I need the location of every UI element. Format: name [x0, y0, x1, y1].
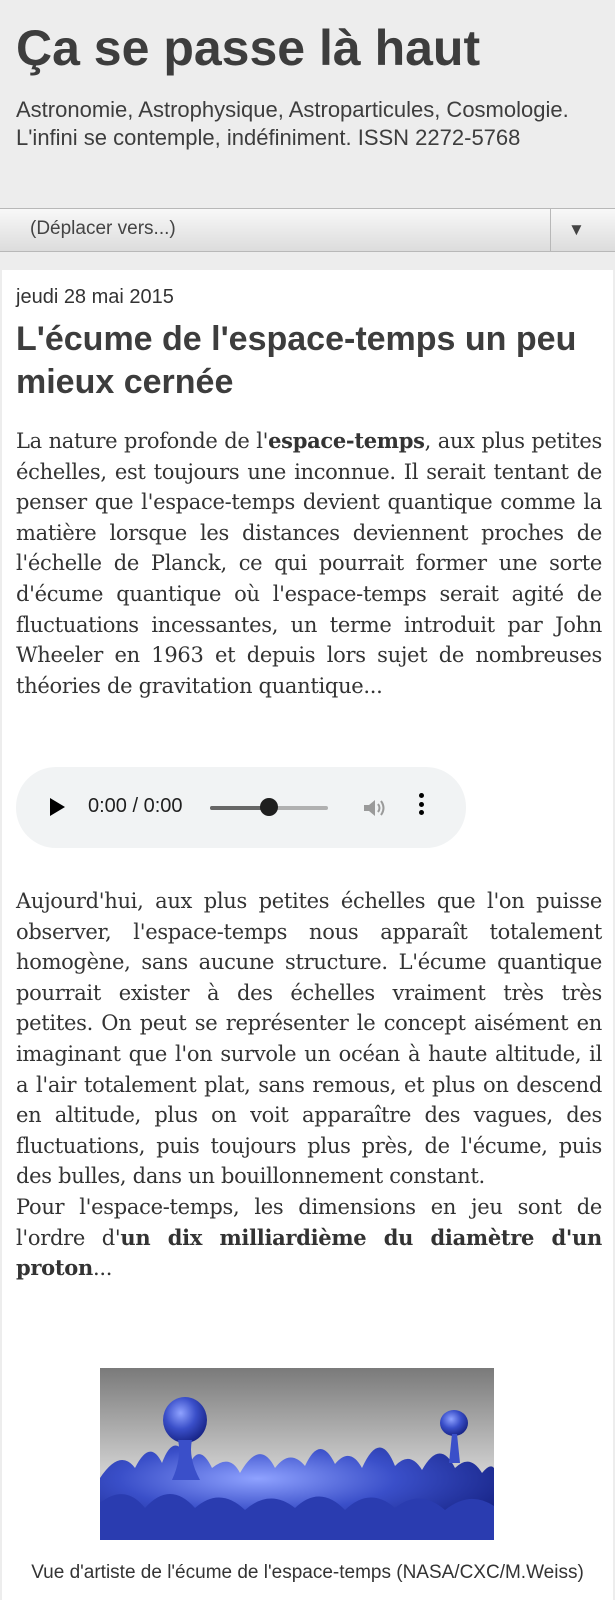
play-icon[interactable]: [50, 798, 65, 816]
bold-text: un dix milliardième du diamètre d'un proton: [16, 1224, 602, 1281]
more-vert-icon[interactable]: [416, 793, 426, 821]
paragraph-text: La nature profonde de l': [16, 429, 269, 453]
blog-title[interactable]: Ça se passe là haut: [16, 20, 481, 76]
audio-time: 0:00 / 0:00: [88, 795, 183, 817]
post-title[interactable]: L'écume de l'espace-temps un peu mieux cernée: [16, 320, 577, 401]
audio-seek-thumb[interactable]: [260, 798, 278, 816]
blog-post: [2, 270, 613, 1600]
blog-description: Astronomie, Astrophysique, Astroparticules, Cosmologie. L'infini se contemple, indéfiniment. ISSN 2272-5768: [16, 97, 569, 150]
navigation-dropdown[interactable]: [0, 208, 615, 252]
post-paragraph-2: [16, 886, 602, 1284]
blog-header: [0, 0, 615, 182]
paragraph-text: , aux plus petites échelles, est toujours une inconnue. Il serait tentant de penser que l'espace-temps devient quantique comme la matière lorsque les distances deviennent proches de l'échelle de Planck, ce qui pourrait former une sorte d'écume quantique où l'espace-temps serait agité de fluctuations incessantes, un terme introduit par John Wheeler en 1963 et depuis lors sujet de nombreuses théories de gravitation quantique...: [16, 429, 602, 698]
navigation-dropdown-label: (Déplacer vers...): [30, 218, 176, 239]
post-date: jeudi 28 mai 2015: [16, 286, 174, 308]
image-caption: Vue d'artiste de l'écume de l'espace-temps (NASA/CXC/M.Weiss): [31, 1562, 584, 1583]
post-paragraph-1: [16, 426, 602, 701]
paragraph-text: Pour l'espace-temps, les dimensions en jeu sont de l'ordre d': [16, 1194, 602, 1250]
volume-icon[interactable]: [362, 797, 388, 819]
dropdown-arrow-icon[interactable]: ▼: [568, 220, 585, 239]
post-paragraph-3: [16, 1192, 602, 1284]
audio-player: [16, 767, 466, 848]
bold-text: espace-temps: [268, 428, 425, 453]
paragraph-text: ...: [92, 1256, 113, 1281]
navigation-divider: [550, 209, 551, 251]
spacetime-foam-image[interactable]: [100, 1368, 494, 1540]
paragraph-text: Aujourd'hui, aux plus petites échelles que l'on puisse observer, l'espace-temps nous apparaît totalement homogène, sans aucune structure. L'écume quantique pourrait exister à des échelles vraiment très très petites. On peut se représenter le concept aisément en imaginant que l'on survole un océan à haute altitude, il a l'air totalement plat, sans remous, et plus on descend en altitude, plus on voit apparaître des vagues, des fluctuations, puis toujours plus près, de l'écume, puis des bulles, dans un bouillonnement constant.: [16, 889, 602, 1189]
